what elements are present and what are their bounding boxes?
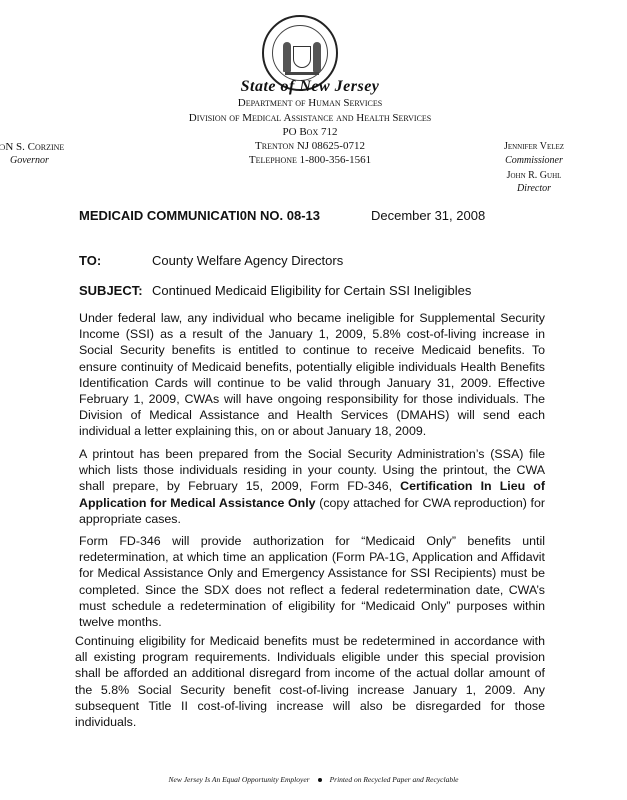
state-name: State of New Jersey — [240, 78, 380, 95]
subject-label: SUBJECT: — [79, 283, 143, 298]
to-value: County Welfare Agency Directors — [152, 253, 344, 268]
form-title: Certification In Lieu of Application for Medical Assistance Only — [79, 479, 545, 510]
communication-number: MEDICAID COMMUNICATI0N NO. 08-13 — [79, 208, 321, 223]
subject-value: Continued Medicaid Eligibility for Certain SSI Ineligibles — [152, 283, 472, 298]
director-title: Director — [516, 183, 552, 194]
department-name: Department of Human Services — [237, 97, 383, 109]
division-name: Division of Medical Assistance and Health Services — [188, 112, 432, 124]
seal-figure-right — [313, 42, 321, 72]
city-address: Trenton NJ 08625-0712 — [255, 140, 365, 152]
director-name: John R. Guhl — [506, 170, 562, 181]
seal-inner-ring — [272, 25, 328, 81]
commissioner-title: Commissioner — [505, 155, 563, 166]
paragraph-continuing-eligibility: Continuing eligibility for Medicaid benefits must be redetermined in accordance with all existing program requirements. Individuals eligible under this special provision shall be afforded an additional disregard from income of the actual dollar amount of the 5.8% Social Security benefit cost-of-living increase January 1, 2009. Any subsequent Title II cost-of-living increase will also be disregarded for those individuals. — [75, 634, 545, 730]
footer — [0, 775, 627, 784]
seal-figure-left — [283, 42, 291, 72]
commissioner-name: Jennifer Velez — [503, 141, 565, 152]
po-box: PO Box 712 — [282, 126, 338, 138]
bullet-icon — [318, 778, 322, 782]
paragraph-printout-text-b: (copy attached for CWA reproduction) for appropriate cases. — [79, 495, 545, 526]
footer-employer: New Jersey Is An Equal Opportunity Employer — [168, 775, 310, 784]
paragraph-printout — [79, 446, 545, 527]
seal-base — [285, 72, 319, 75]
seal-shield — [293, 46, 311, 68]
governor-title: Governor — [10, 155, 49, 166]
governor-name: ɔN S. Corzine — [0, 141, 65, 153]
footer-recycled: Printed on Recycled Paper and Recyclable — [329, 775, 459, 784]
paragraph-federal-law: Under federal law, any individual who became ineligible for Supplemental Security Income (SSI) as a result of the January 1, 2009, 5.8% cost-of-living increase in Social Security benefits is entitled to continue to receive Medicaid benefits. To ensure continuity of Medicaid benefits, potentially eligible individuals Health Benefits Identification Cards will continue to be valid through January 31, 2009. Effective February 1, 2009, CWAs will have ongoing responsibility for those individuals. The Division of Medical Assistance and Health Services (DMAHS) will send each individual a letter explaining this, on or about January 18, 2009. — [79, 311, 545, 439]
paragraph-form-fd346: Form FD-346 will provide authorization for “Medicaid Only” benefits until redetermination, at which time an application (Form PA-1G, Application and Affidavit for Medical Assistance Only and Emergency Assistance for SSI Recipients) must be completed. Since the SDX does not reflect a federal redetermination date, CWA’s must schedule a redetermination of eligibility for “Medicaid Only” purposes within twelve months. — [79, 534, 545, 630]
to-label: TO: — [79, 253, 102, 268]
paragraph-printout-text-a: A printout has been prepared from the Social Security Administration’s (SSA) file which lists those individuals residing in your county. Using the printout, the CWA shall prepare, by February 15, 2009, Form FD-346, — [79, 447, 545, 494]
communication-date: December 31, 2008 — [371, 208, 486, 223]
telephone: Telephone 1-800-356-1561 — [248, 154, 372, 166]
